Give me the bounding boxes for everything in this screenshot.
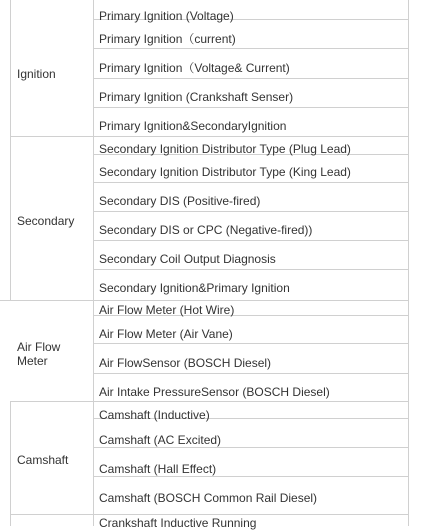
group-separator <box>10 401 409 402</box>
table-row: Secondary DIS or CPC (Negative-fired)) <box>99 223 313 237</box>
category-ignition: Ignition <box>17 67 56 81</box>
row-separator <box>93 182 409 183</box>
table-row: Air Flow Meter (Hot Wire) <box>99 303 235 317</box>
table-row: Primary Ignition（Voltage& Current) <box>99 61 290 75</box>
table-row: Camshaft (Inductive) <box>99 408 210 422</box>
row-separator <box>93 373 409 374</box>
row-separator <box>93 107 409 108</box>
table-row: Camshaft (Hall Effect) <box>99 462 217 476</box>
table-row: Primary Ignition (Crankshaft Senser) <box>99 90 294 104</box>
table-row: Air Flow Meter (Air Vane) <box>99 327 233 341</box>
category-secondary: Secondary <box>17 214 75 228</box>
group-separator <box>10 136 409 137</box>
table-row: Secondary Ignition&Primary Ignition <box>99 281 290 295</box>
category-air-flow-meter: Air Flow Meter <box>17 340 61 368</box>
row-separator <box>93 211 409 212</box>
group-separator <box>0 300 409 301</box>
table-row: Camshaft (BOSCH Common Rail Diesel) <box>99 491 318 505</box>
row-separator <box>93 48 409 49</box>
table-row: Air FlowSensor (BOSCH Diesel) <box>99 356 272 370</box>
table-row: Air Intake PressureSensor (BOSCH Diesel) <box>99 385 330 399</box>
row-separator <box>93 269 409 270</box>
row-separator <box>93 476 409 477</box>
table-border-left <box>10 401 11 526</box>
category-camshaft: Camshaft <box>17 453 69 467</box>
row-separator <box>93 447 409 448</box>
table-border-left <box>10 0 11 300</box>
table-row: Secondary Coil Output Diagnosis <box>99 252 276 266</box>
table-row: Primary Ignition（current) <box>99 32 236 46</box>
table-row: Primary Ignition&SecondaryIgnition <box>99 119 287 133</box>
row-separator <box>93 240 409 241</box>
table-row: Secondary Ignition Distributor Type (Plug Lead) <box>99 142 351 156</box>
table-row: Camshaft (AC Excited) <box>99 433 222 447</box>
table-row: Primary Ignition (Voltage) <box>99 9 234 23</box>
row-separator <box>93 343 409 344</box>
table-row: Crankshaft Inductive Running <box>99 516 257 530</box>
group-separator <box>10 514 409 515</box>
row-separator <box>93 78 409 79</box>
table-row: Secondary Ignition Distributor Type (King Lead) <box>99 165 351 179</box>
table-row: Secondary DIS (Positive-fired) <box>99 194 261 208</box>
